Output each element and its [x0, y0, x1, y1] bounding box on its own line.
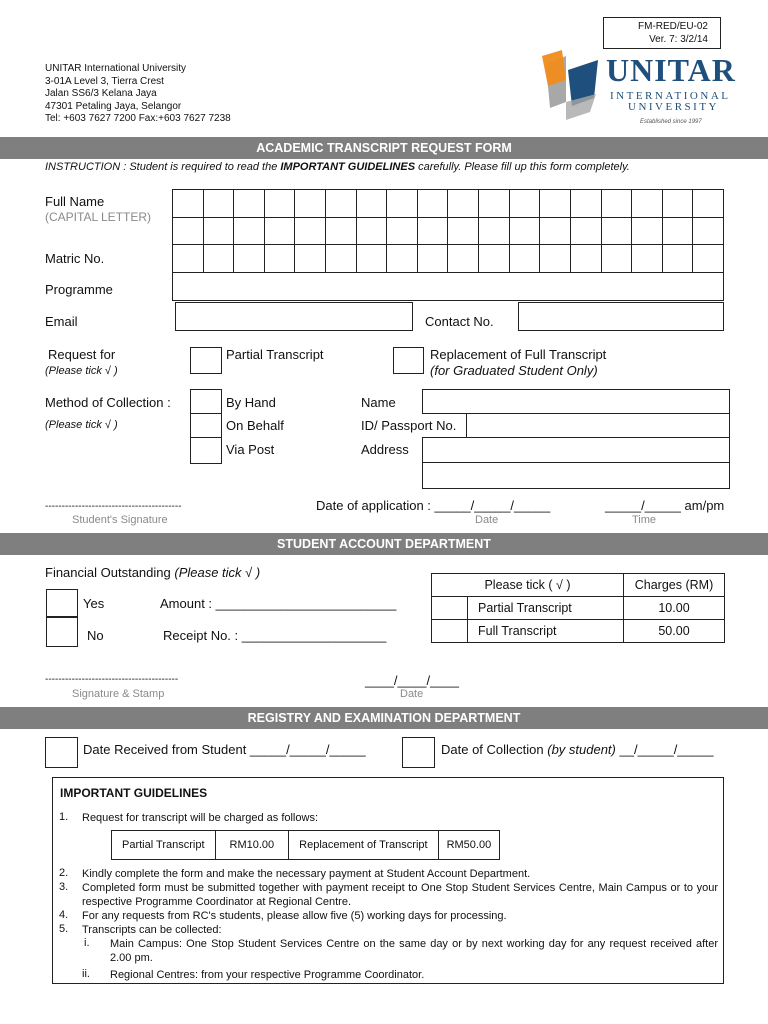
instruction-text: INSTRUCTION : Student is required to read the IMPORTANT GUIDELINES carefully. Please fill up this form completely.: [45, 161, 630, 173]
method-label: Method of Collection :: [45, 395, 171, 410]
table-row-item: Full Transcript: [468, 620, 624, 643]
programme-field[interactable]: [172, 272, 724, 301]
address-label: Address: [361, 442, 409, 457]
partial-transcript-checkbox[interactable]: [190, 347, 222, 374]
unitar-emblem-icon: [536, 50, 606, 122]
receipt-field[interactable]: Receipt No. : ____________________: [163, 628, 387, 643]
request-for-label: Request for: [48, 347, 116, 362]
signature-stamp-label: Signature & Stamp: [72, 688, 165, 700]
student-signature-label: Student's Signature: [72, 514, 168, 526]
full-tick-cell[interactable]: [432, 620, 468, 643]
on-behalf-label: On Behalf: [226, 418, 284, 433]
logo-sub1: INTERNATIONAL: [610, 90, 731, 102]
important-guidelines-box: [52, 777, 724, 984]
form-title-bar: ACADEMIC TRANSCRIPT REQUEST FORM: [0, 137, 768, 159]
guideline-5i: Main Campus: One Stop Student Services Centre on the same day or by next working day for any request received after 2.00 pm.: [110, 938, 718, 964]
table-row-item: Partial Transcript: [468, 597, 624, 620]
method-tick-hint: (Please tick √ ): [45, 419, 118, 431]
address-field-line1[interactable]: [422, 437, 730, 463]
programme-label: Programme: [45, 282, 113, 297]
address-field-line2[interactable]: [422, 462, 730, 489]
financial-outstanding-label: Financial Outstanding (Please tick √ ): [45, 565, 261, 580]
table-header-row: [432, 574, 725, 597]
student-account-bar: STUDENT ACCOUNT DEPARTMENT: [0, 533, 768, 555]
form-version: Ver. 7: 3/2/14: [649, 34, 708, 45]
email-label: Email: [45, 314, 78, 329]
date-of-application: Date of application : _____/_____/_____: [316, 498, 551, 513]
replacement-label: Replacement of Full Transcript: [430, 347, 607, 362]
guideline-number: 2.: [59, 867, 69, 879]
date-caption: Date: [475, 514, 499, 526]
guideline-number: i.: [84, 937, 90, 949]
form-code: FM-RED/EU-02: [637, 21, 708, 32]
guideline-number: ii.: [82, 968, 90, 980]
id-passport-field[interactable]: [466, 413, 730, 438]
unitar-logo: [536, 50, 741, 130]
logo-sub2: UNIVERSITY: [628, 101, 719, 113]
no-label: No: [87, 628, 104, 643]
guideline-number: 1.: [59, 811, 69, 823]
student-signature-line: -----------------------------------------: [45, 501, 182, 512]
date-received-checkbox[interactable]: [45, 737, 78, 768]
logo-wordmark: UNITAR: [606, 52, 736, 88]
guideline-1: Request for transcript will be charged as follows:: [82, 812, 318, 824]
charge-value: RM10.00: [215, 831, 289, 860]
outstanding-no-checkbox[interactable]: [46, 617, 78, 647]
guideline-2: Kindly complete the form and make the necessary payment at Student Account Department.: [82, 868, 531, 880]
date-collection-label: Date of Collection (by student) __/_____/_____: [441, 742, 714, 757]
matric-grid[interactable]: [172, 244, 724, 273]
table-row-charge: 50.00: [624, 620, 725, 643]
name-label: Name: [361, 395, 396, 410]
guidelines-title: IMPORTANT GUIDELINES: [60, 786, 208, 800]
via-post-label: Via Post: [226, 442, 275, 457]
replacement-checkbox[interactable]: [393, 347, 424, 374]
on-behalf-checkbox[interactable]: [190, 413, 222, 438]
graduated-hint: (for Graduated Student Only): [430, 363, 598, 378]
full-name-label: Full Name: [45, 194, 105, 209]
table-row: [432, 597, 725, 620]
id-passport-label: ID/ Passport No.: [361, 418, 457, 433]
guideline-5ii: Regional Centres: from your respective Programme Coordinator.: [110, 969, 425, 981]
capital-letter-hint: (CAPITAL LETTER): [45, 210, 152, 224]
guideline-number: 4.: [59, 909, 69, 921]
date-collection-checkbox[interactable]: [402, 737, 435, 768]
guideline-4: For any requests from RC's students, please allow five (5) working days for processing.: [82, 910, 507, 922]
matric-label: Matric No.: [45, 251, 105, 266]
via-post-checkbox[interactable]: [190, 437, 222, 464]
email-field[interactable]: [175, 302, 413, 331]
full-name-grid[interactable]: [172, 189, 724, 245]
guideline-number: 3.: [59, 881, 69, 893]
guideline-charges-table: [111, 830, 500, 860]
table-row: [432, 620, 725, 643]
request-tick-hint: (Please tick √ ): [45, 365, 118, 377]
charge-label: Replacement of Transcript: [289, 831, 438, 860]
table-row-charge: 10.00: [624, 597, 725, 620]
logo-established: Established since 1997: [640, 119, 702, 125]
guideline-3: Completed form must be submitted together with payment receipt to One Stop Student Services Centre, Main Campus or to your respective Programme Coordinator at Regional Centre.: [82, 882, 718, 908]
university-address: UNITAR International University 3-01A Level 3, Tierra Crest Jalan SS6/3 Kelana Jaya 47301 Petaling Jaya, Selangor Tel: +603 7627 7200 Fax:+603 7627 7238: [45, 63, 231, 125]
guideline-number: 5.: [59, 923, 69, 935]
time-caption: Time: [632, 514, 657, 526]
guideline-5: Transcripts can be collected:: [82, 924, 222, 936]
sad-signature-line: ----------------------------------------: [45, 674, 179, 685]
contact-field[interactable]: [518, 302, 724, 331]
charges-header: Charges (RM): [624, 574, 725, 597]
outstanding-yes-checkbox[interactable]: [46, 589, 78, 617]
amount-field[interactable]: Amount : _________________________: [160, 596, 397, 611]
tick-header: Please tick ( √ ): [432, 574, 624, 597]
contact-label: Contact No.: [425, 314, 494, 329]
by-hand-label: By Hand: [226, 395, 276, 410]
registry-bar: REGISTRY AND EXAMINATION DEPARTMENT: [0, 707, 768, 729]
partial-transcript-label: Partial Transcript: [226, 347, 324, 362]
document-reference-box: [603, 17, 721, 49]
charge-label: Partial Transcript: [112, 831, 216, 860]
name-field[interactable]: [422, 389, 730, 414]
date-received-label: Date Received from Student _____/_____/_____: [83, 742, 366, 757]
time-blank: _____/_____ am/pm: [605, 498, 725, 513]
yes-label: Yes: [83, 596, 105, 611]
partial-tick-cell[interactable]: [432, 597, 468, 620]
by-hand-checkbox[interactable]: [190, 389, 222, 414]
charge-value: RM50.00: [438, 831, 500, 860]
sad-date-caption: Date: [400, 688, 424, 700]
sad-date-blank: ____/____/____: [365, 673, 459, 688]
charges-table: [431, 573, 725, 643]
